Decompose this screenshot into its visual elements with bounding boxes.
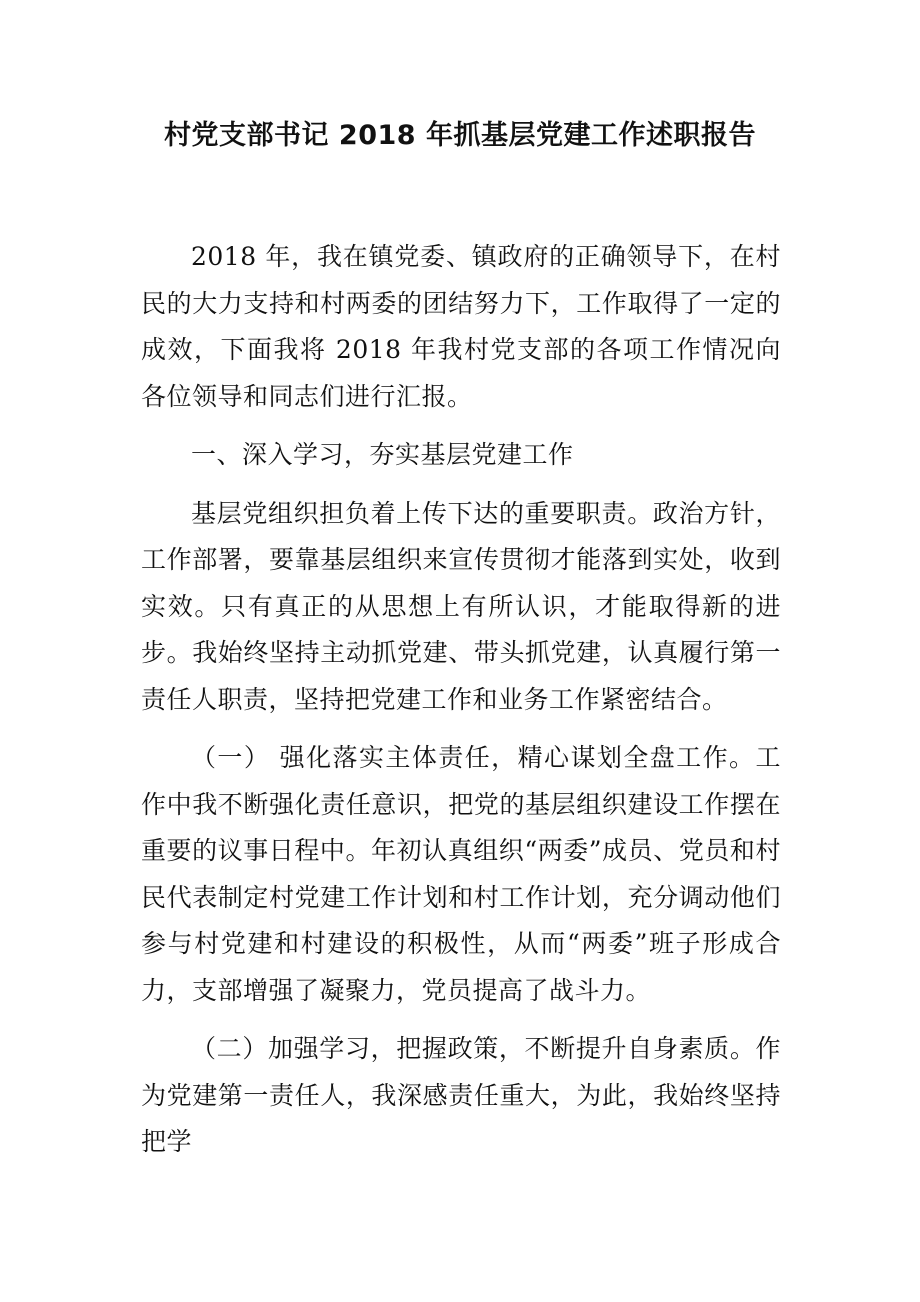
paragraph-intro: 2018 年，我在镇党委、镇政府的正确领导下，在村民的大力支持和村两委的团结努力下，工作取得了一定的成效，下面我将 2018 年我村党支部的各项工作情况向各位领导和同志们进行汇报。 [141,242,781,411]
paragraph-section-1: 基层党组织担负着上传下达的重要职责。政治方针，工作部署，要靠基层组织来宣传贯彻才能落到实处，收到实效。只有真正的从思想上有所认识，才能取得新的进步。我始终坚持主动抓党建、带头抓党建，认真履行第一责任人职责，坚持把党建工作和业务工作紧密结合。 [141,498,781,714]
section-heading-1: 一、深入学习，夯实基层党建工作 [191,440,574,469]
document-body [141,234,781,1178]
paragraph-subsection-1: （一） 强化落实主体责任，精心谋划全盘工作。工作中我不断强化责任意识，把党的基层组织建设工作摆在重要的议事日程中。年初认真组织“两委”成员、党员和村民代表制定村党建工作计划和村工作计划，充分调动他们参与村党建和村建设的积极性，从而“两委”班子形成合力，支部增强了凝聚力，党员提高了战斗力。 [141,743,781,1005]
paragraph-subsection-2: （二）加强学习，把握政策，不断提升自身素质。作为党建第一责任人，我深感责任重大，为此，我始终坚持把学 [141,1034,781,1156]
document-title: 村党支部书记 2018 年抓基层党建工作述职报告 [164,120,756,151]
